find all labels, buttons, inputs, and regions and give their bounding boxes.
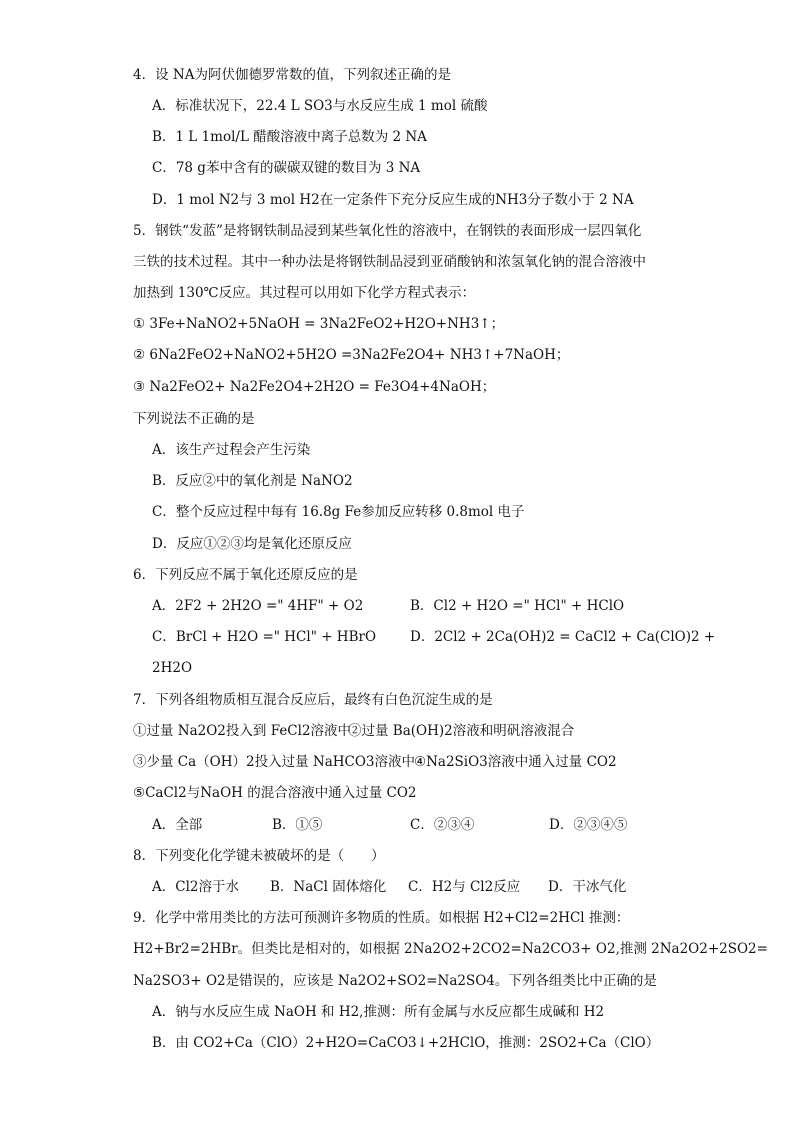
q6-stem: 6．下列反应不属于氧化还原反应的是 <box>133 567 358 583</box>
q8-option-c: C．H2与 Cl2反应 <box>408 879 521 895</box>
q8-option-d: D．干冰气化 <box>548 879 627 895</box>
q5-equation-1: ① 3Fe+NaNO2+5NaOH = 3Na2FeO2+H2O+NH3↑； <box>133 316 505 332</box>
q5-option-b: B．反应②中的氧化剂是 NaNO2 <box>152 473 353 489</box>
q9-stem-line3: Na2SO3+ O2是错误的，应该是 Na2O2+SO2=Na2SO4。下列各组类比中正确的是 <box>133 973 657 989</box>
q6-option-c: C．BrCl + H2O =" HCl" + HBrO <box>152 629 377 645</box>
q7-option-c: C．②③④ <box>410 817 475 833</box>
q7-option-b: B．①⑤ <box>272 817 323 833</box>
q5-option-d: D．反应①②③均是氧化还原反应 <box>152 536 352 552</box>
q5-option-a: A．该生产过程会产生污染 <box>152 442 311 458</box>
q7-item-3: ③少量 Ca（OH）2投入过量 NaHCO3溶液中 <box>133 754 416 770</box>
q7-item-5: ⑤CaCl2与NaOH 的混合溶液中通入过量 CO2 <box>133 785 417 801</box>
q5-equation-3: ③ Na2FeO2+ Na2Fe2O4+2H2O = Fe3O4+4NaOH； <box>133 379 496 395</box>
q5-stem-line2: 三铁的技术过程。其中一种办法是将钢铁制品浸到亚硝酸钠和浓氢氧化钠的混合溶液中 <box>133 254 646 270</box>
q4-stem: 4．设 NA为阿伏伽德罗常数的值，下列叙述正确的是 <box>133 67 451 83</box>
q4-option-a: A．标准状况下，22.4 L SO3与水反应生成 1 mol 硫酸 <box>152 98 488 114</box>
q7-option-d: D．②③④⑤ <box>549 817 628 833</box>
q4-option-c: C．78 g苯中含有的碳碳双键的数目为 3 NA <box>152 160 421 176</box>
q6-option-d: D．2Cl2 + 2Ca(OH)2 = CaCl2 + Ca(ClO)2 + <box>410 629 716 645</box>
q7-stem: 7．下列各组物质相互混合反应后，最终有白色沉淀生成的是 <box>133 692 493 708</box>
q8-option-a: A．Cl2溶于水 <box>152 879 239 895</box>
q5-question: 下列说法不正确的是 <box>133 411 255 427</box>
q9-stem-line1: 9．化学中常用类比的方法可预测许多物质的性质。如根据 H2+Cl2=2HCl 推测： <box>133 910 630 926</box>
q4-option-d: D．1 mol N2与 3 mol H2在一定条件下充分反应生成的NH3分子数小于 2 NA <box>152 192 634 208</box>
q8-stem: 8．下列变化化学键未被破坏的是（ ） <box>133 848 385 864</box>
q9-stem-line2: H2+Br2=2HBr。但类比是相对的，如根据 2Na2O2+2CO2=Na2CO3+ O2,推测 2Na2O2+2SO2= <box>133 941 768 957</box>
q9-option-b: B．由 CO2+Ca（ClO）2+H2O=CaCO3↓+2HClO，推测：2SO2+Ca（ClO） <box>152 1035 660 1051</box>
q4-option-b: B．1 L 1mol/L 醋酸溶液中离子总数为 2 NA <box>152 129 427 145</box>
q7-item-1: ①过量 Na2O2投入到 FeCl2溶液中 <box>133 723 352 739</box>
q7-item-2: ②过量 Ba(OH)2溶液和明矾溶液混合 <box>348 723 575 739</box>
q5-equation-2: ② 6Na2FeO2+NaNO2+5H2O =3Na2Fe2O4+ NH3↑+7NaOH； <box>133 347 570 363</box>
q6-option-b: B．Cl2 + H2O =" HCl" + HClO <box>410 598 625 614</box>
q6-option-d-continued: 2H2O <box>152 660 193 676</box>
q5-stem-line3: 加热到 130℃反应。其过程可以用如下化学方程式表示： <box>133 285 476 301</box>
q6-option-a: A．2F2 + 2H2O =" 4HF" + O2 <box>152 598 364 614</box>
q7-item-4: ④Na2SiO3溶液中通入过量 CO2 <box>414 754 617 770</box>
q9-option-a: A．钠与水反应生成 NaOH 和 H2,推测：所有金属与水反应都生成碱和 H2 <box>152 1004 605 1020</box>
q7-option-a: A．全部 <box>152 817 203 833</box>
q5-option-c: C．整个反应过程中每有 16.8g Fe参加反应转移 0.8mol 电子 <box>152 504 525 520</box>
q8-option-b: B．NaCl 固体熔化 <box>270 879 387 895</box>
q5-stem-line1: 5．钢铁“发蓝”是将钢铁制品浸到某些氧化性的溶液中，在钢铁的表面形成一层四氧化 <box>133 223 642 239</box>
